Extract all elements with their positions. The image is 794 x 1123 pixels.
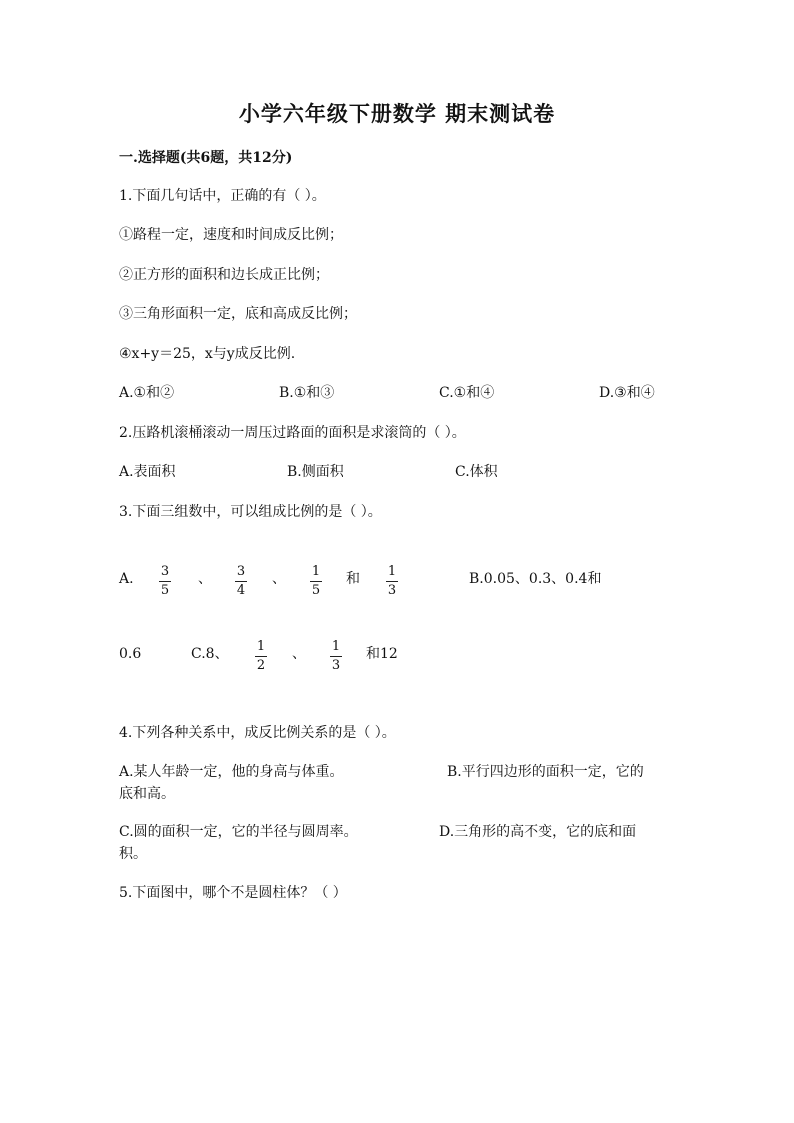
q3-stem: 3.下面三组数中，可以组成比例的是（ ）。: [119, 504, 382, 520]
q3-option-c-label: C.8、: [191, 646, 229, 662]
q3-a-fraction-2: [235, 564, 247, 598]
q2-stem: 2.压路机滚桶滚动一周压过路面的面积是求滚筒的（ ）。: [119, 425, 466, 441]
denominator: 5: [311, 583, 321, 598]
q3-c-end: 和12: [366, 646, 398, 662]
q4-option-b-line2: 底和高。: [119, 786, 175, 802]
numerator: 1: [387, 564, 397, 579]
q3-c-fraction-2: [330, 639, 342, 673]
page-title: 小学六年级下册数学 期末测试卷: [238, 101, 556, 126]
fraction-bar: [330, 656, 342, 657]
q5-stem: 5.下面图中，哪个不是圆柱体？（ ）: [119, 885, 347, 901]
q1-option-b: B.①和③: [279, 385, 335, 401]
q4-option-b-line1: B.平行四边形的面积一定，它的: [447, 764, 644, 780]
q3-a-and: 和: [346, 571, 360, 587]
q4-stem: 4.下列各种关系中，成反比例关系的是（ ）。: [119, 725, 396, 741]
q1-item-3: ③三角形面积一定，底和高成反比例；: [119, 306, 357, 322]
q3-a-fraction-3: [310, 564, 322, 598]
q3-a-sep-1: 、: [198, 571, 212, 587]
fraction-bar: [159, 581, 171, 582]
q4-option-d-line1: D.三角形的高不变，它的底和面: [439, 824, 637, 840]
section-heading: 一.选择题(共6题，共12分): [119, 150, 293, 166]
denominator: 5: [160, 583, 170, 598]
numerator: 3: [236, 564, 246, 579]
q1-item-1: ①路程一定，速度和时间成反比例；: [119, 227, 343, 243]
q2-option-a: A.表面积: [119, 464, 176, 480]
fraction-bar: [386, 581, 398, 582]
q3-a-fraction-4: [386, 564, 398, 598]
q3-option-b: B.0.05、0.3、0.4和: [469, 571, 602, 587]
q3-option-a-label: A.: [119, 571, 134, 587]
q4-option-d-line2: 积。: [119, 846, 147, 862]
numerator: 1: [256, 639, 266, 654]
q1-option-d: D.③和④: [599, 385, 655, 401]
q4-option-c: C.圆的面积一定，它的半径与圆周率。: [119, 824, 358, 840]
q1-option-c: C.①和④: [439, 385, 495, 401]
q2-option-b: B.侧面积: [287, 464, 344, 480]
q3-c-sep: 、: [292, 646, 306, 662]
q3-c-fraction-1: [255, 639, 267, 673]
denominator: 3: [387, 583, 397, 598]
q1-item-4: ④x+y＝25，x与y成反比例.: [119, 346, 296, 362]
q3-a-sep-2: 、: [272, 571, 286, 587]
denominator: 3: [331, 658, 341, 673]
q1-stem: 1.下面几句话中，正确的有（ ）。: [119, 188, 326, 204]
numerator: 1: [311, 564, 321, 579]
denominator: 2: [256, 658, 266, 673]
q4-option-a: A.某人年龄一定，他的身高与体重。: [119, 764, 344, 780]
numerator: 3: [160, 564, 170, 579]
numerator: 1: [331, 639, 341, 654]
q3-a-fraction-1: [159, 564, 171, 598]
denominator: 4: [236, 583, 246, 598]
fraction-bar: [255, 656, 267, 657]
q2-option-c: C.体积: [455, 464, 498, 480]
fraction-bar: [235, 581, 247, 582]
q1-option-a: A.①和②: [119, 385, 175, 401]
q3-option-b-cont: 0.6: [119, 646, 142, 662]
q1-item-2: ②正方形的面积和边长成正比例；: [119, 267, 329, 283]
fraction-bar: [310, 581, 322, 582]
